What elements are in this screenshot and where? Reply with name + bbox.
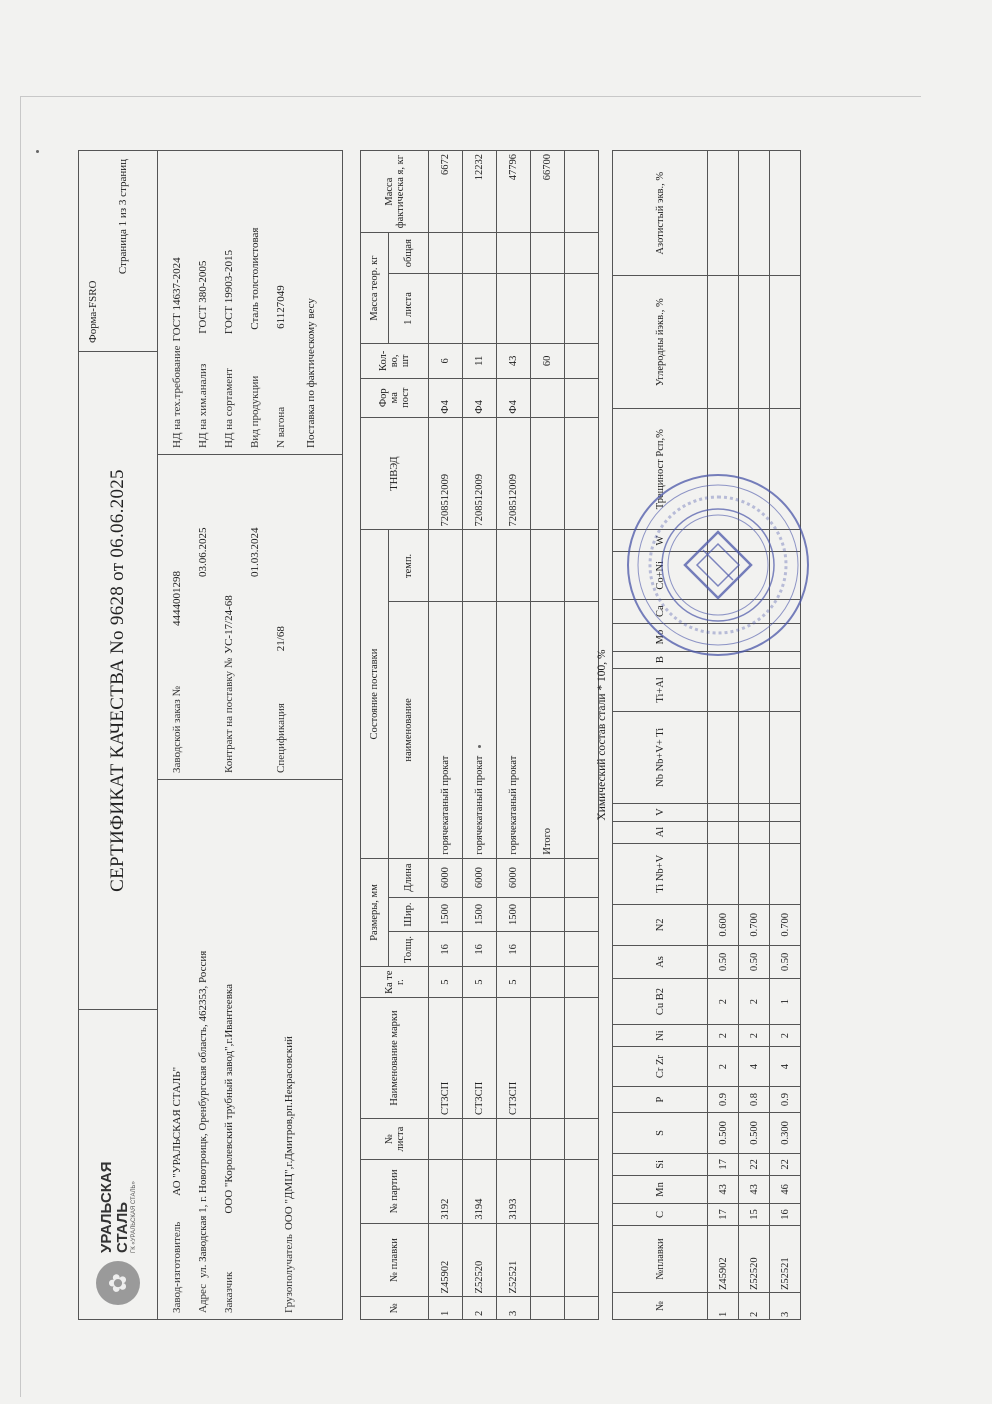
factory-order-date: 03.06.2025 (197, 527, 209, 577)
total-qty: 60 (531, 343, 565, 378)
chem-cell: 2 (739, 979, 770, 1025)
chem-cell: 2 (770, 1025, 801, 1047)
col-state-temp: темп. (389, 530, 429, 602)
chem-cell: 0.9 (708, 1087, 739, 1113)
chem-cell: 15 (739, 1203, 770, 1225)
logo-subtitle: ГК «УРАЛЬСКАЯ СТАЛЬ» (130, 1181, 137, 1253)
contract-date: 01.03.2024 (249, 527, 261, 577)
cell-batch: 3194 (463, 1160, 497, 1224)
chem-col-header: № (613, 1293, 708, 1320)
chem-col-header: Углеродны йэкв., % (613, 276, 708, 409)
cell-qty: 11 (463, 343, 497, 378)
chem-cell (708, 623, 739, 651)
cell-no: 2 (463, 1297, 497, 1320)
scan-speck (36, 150, 39, 153)
chem-cell: 1 (708, 1293, 739, 1320)
certificate-info (158, 150, 343, 1320)
logo-name (99, 1161, 131, 1253)
chem-cell: 4 (739, 1047, 770, 1087)
manufacturer-value: АО "УРАЛЬСКАЯ СТАЛЬ" (171, 1066, 183, 1196)
chem-cell: 0.600 (708, 904, 739, 945)
chem-cell: 3 (770, 1293, 801, 1320)
cell-grade: СТ3СП (463, 998, 497, 1119)
total-label: Итого (531, 602, 565, 858)
chem-cell (708, 651, 739, 668)
cell-state: горячекатаный прокат (463, 602, 497, 858)
col-length: Длина (389, 858, 429, 897)
chem-cell (708, 712, 739, 804)
chem-cell (770, 623, 801, 651)
factory-order-date-row (190, 461, 216, 773)
chem-col-header: As (613, 945, 708, 978)
chem-col-header: Mo (613, 623, 708, 651)
nd-tech-label: НД на тех.требование (171, 345, 183, 448)
table-row (497, 151, 531, 1320)
col-no: № (361, 1297, 429, 1320)
cell-length: 6000 (497, 858, 531, 897)
total-cell (531, 233, 565, 274)
blank-cell (565, 967, 599, 998)
company-logo (79, 1009, 157, 1319)
certificate-title: СЕРТИФИКАТ КАЧЕСТВА No 9628 от 06.06.2025 (79, 351, 157, 1009)
chem-cell (708, 843, 739, 904)
cell-batch: 3193 (497, 1160, 531, 1224)
cell-heat: Z52520 (463, 1223, 497, 1297)
customer-row (216, 786, 242, 1313)
cell-temp (463, 530, 497, 602)
total-cell (531, 274, 565, 344)
cell-temp (497, 530, 531, 602)
chem-cell: 2 (739, 1293, 770, 1320)
cell-thick: 16 (429, 932, 463, 967)
chem-cell (770, 276, 801, 409)
chem-cell (708, 151, 739, 276)
blank-cell (565, 998, 599, 1119)
col-mass-theor: Масса теор. кг (361, 233, 389, 344)
cell-category: 5 (429, 967, 463, 998)
col-form: Фор ма пост (361, 378, 429, 417)
total-cell (531, 378, 565, 417)
customer-value: ООО "Королевский трубный завод",г.Ивантеевка (223, 984, 235, 1214)
cell-state: горячекатаный прокат (497, 602, 531, 858)
cell-tnved: 7208512009 (463, 417, 497, 530)
wagon-row (268, 155, 294, 448)
col-mass-total: общая (389, 233, 429, 274)
chem-col-header: Nb Nb+V+ Ti (613, 712, 708, 804)
blank-row (565, 151, 599, 1320)
cell-form: Ф4 (429, 378, 463, 417)
chem-col-header: N2 (613, 904, 708, 945)
col-sizes: Размеры, мм (361, 858, 389, 967)
blank-cell (565, 897, 599, 932)
cell-sheet (429, 1119, 463, 1160)
contract-date-row (242, 461, 268, 773)
chem-col-header: S (613, 1112, 708, 1153)
col-grade: Наименование марки (361, 998, 429, 1119)
contract-label: Контракт на поставку № (223, 657, 235, 773)
blank-cell (565, 858, 599, 897)
col-thick: Толщ. (389, 932, 429, 967)
chem-cell (770, 712, 801, 804)
address-value: ул. Заводская 1, г. Новотроицк, Оренбургская область, 462353, Россия (197, 950, 209, 1278)
chem-cell: 0.500 (708, 1112, 739, 1153)
chem-col-header: Трещиност Рсп,% (613, 408, 708, 529)
chem-col-header: V (613, 803, 708, 821)
consignee-value: ООО "ДМЦ",г.Дмитров,рп.Некрасовский (283, 1036, 295, 1231)
col-mass-one: 1 листа (389, 274, 429, 344)
total-cell (531, 1223, 565, 1297)
consignee-label: Грузополучатель (283, 1234, 295, 1313)
product-row (242, 155, 268, 448)
col-tnved: ТНВЭД (361, 417, 429, 530)
chem-cell (770, 530, 801, 551)
cell-mass-one (497, 274, 531, 344)
flame-emblem-icon: ✿ (96, 1261, 140, 1305)
chem-cell (770, 651, 801, 668)
chem-cell (770, 668, 801, 711)
total-cell (531, 530, 565, 602)
chem-col-header: Co+Ni (613, 551, 708, 599)
manufacturer-label: Завод-изготовитель (171, 1221, 183, 1313)
chem-cell: 0.50 (770, 945, 801, 978)
chem-cell (770, 551, 801, 599)
chemistry-table (612, 150, 801, 1320)
cell-sheet (463, 1119, 497, 1160)
chem-col-header: Азотистый экв., % (613, 151, 708, 276)
blank-cell (565, 602, 599, 858)
cell-sheet (497, 1119, 531, 1160)
table-header-row (361, 151, 389, 1320)
total-cell (531, 1297, 565, 1320)
page-counter: Страница 1 из 3 страниц (117, 159, 129, 275)
chem-cell: 22 (739, 1153, 770, 1175)
spec-row (268, 461, 294, 773)
col-width: Шир. (389, 897, 429, 932)
nd-assort-value: ГОСТ 19903-2015 (223, 250, 235, 335)
chem-cell (770, 151, 801, 276)
chem-cell: 0.700 (739, 904, 770, 945)
chem-cell (770, 599, 801, 623)
wagon-label: N вагона (275, 406, 287, 448)
total-cell (531, 1119, 565, 1160)
chem-cell (708, 803, 739, 821)
chem-cell (708, 599, 739, 623)
blank-cell (565, 1160, 599, 1224)
total-cell (531, 897, 565, 932)
chem-cell (770, 843, 801, 904)
cell-length: 6000 (429, 858, 463, 897)
chem-cell (739, 551, 770, 599)
standards-info (158, 149, 343, 454)
col-qty: Кол- во, шт (361, 343, 429, 378)
chem-col-header: Ti+Al (613, 668, 708, 711)
factory-order-row (164, 461, 190, 773)
chem-cell: 2 (708, 1047, 739, 1087)
chem-cell (708, 530, 739, 551)
chem-cell (770, 821, 801, 843)
cell-form: Ф4 (463, 378, 497, 417)
col-category: Ка те г. (361, 967, 429, 998)
chem-cell: 4 (770, 1047, 801, 1087)
cell-state: горячекатаный прокат (429, 602, 463, 858)
chem-cell: 0.50 (708, 945, 739, 978)
delivery-note: Поставка по фактическому весу (305, 298, 317, 448)
cell-mass-one (463, 274, 497, 344)
cell-width: 1500 (497, 897, 531, 932)
chem-cell (770, 803, 801, 821)
col-state-name: наименование (389, 602, 429, 858)
blank-cell (565, 233, 599, 274)
contract-row (216, 461, 242, 773)
contract-value: УС-17/24-68 (223, 595, 235, 654)
cell-mass-total (429, 233, 463, 274)
cell-width: 1500 (463, 897, 497, 932)
nd-assort-row (216, 155, 242, 448)
chem-cell: 43 (708, 1175, 739, 1203)
col-state: Состояние поставки (361, 530, 389, 858)
spacer (242, 786, 276, 1313)
address-label: Адрес (197, 1283, 209, 1313)
chem-cell (739, 623, 770, 651)
chem-cell (739, 530, 770, 551)
factory-order-label: Заводской заказ № (171, 686, 183, 773)
chem-cell (739, 712, 770, 804)
chem-cell (739, 668, 770, 711)
logo-text (99, 1161, 137, 1253)
table-row (463, 151, 497, 1320)
cell-temp (429, 530, 463, 602)
cell-batch: 3192 (429, 1160, 463, 1224)
customer-label: Заказчик (223, 1271, 235, 1313)
chem-cell (739, 821, 770, 843)
cell-mass-total (463, 233, 497, 274)
chemistry-header-row (613, 151, 708, 1320)
chem-cell: 0.700 (770, 904, 801, 945)
chem-cell: 1 (770, 979, 801, 1025)
chem-row (708, 151, 739, 1320)
chem-cell (739, 151, 770, 276)
chem-col-header: Ti Nb+V (613, 843, 708, 904)
chem-cell: 17 (708, 1153, 739, 1175)
blank-cell (565, 1297, 599, 1320)
cell-thick: 16 (497, 932, 531, 967)
chem-cell (708, 408, 739, 529)
chem-col-header: C (613, 1203, 708, 1225)
cell-form: Ф4 (497, 378, 531, 417)
cell-mass-fact: 47796 (497, 151, 531, 233)
total-cell (531, 998, 565, 1119)
form-code: Форма-FSRO (87, 280, 99, 343)
spec-value: 21/68 (275, 626, 287, 652)
chem-cell: 2 (708, 979, 739, 1025)
chem-cell (708, 551, 739, 599)
blank-cell (565, 378, 599, 417)
blank-cell (565, 417, 599, 530)
cell-grade: СТ3СП (497, 998, 531, 1119)
consignee-row (276, 786, 302, 1313)
product-value: Сталь толстолистовая (249, 227, 261, 330)
col-sheet: № листа (361, 1119, 429, 1160)
nd-chem-value: ГОСТ 380-2005 (197, 260, 209, 334)
chem-cell (739, 599, 770, 623)
nd-assort-label: НД на сортамент (223, 368, 235, 448)
chem-col-header: W (613, 530, 708, 551)
chem-col-header: B (613, 651, 708, 668)
total-cell (531, 1160, 565, 1224)
chem-cell: Z45902 (708, 1226, 739, 1293)
factory-order-value: 4444001298 (171, 571, 183, 627)
cell-width: 1500 (429, 897, 463, 932)
chem-cell (739, 276, 770, 409)
chem-cell (739, 803, 770, 821)
chem-cell: Z52521 (770, 1226, 801, 1293)
table-row (429, 151, 463, 1320)
chem-col-header: Ni (613, 1025, 708, 1047)
cell-category: 5 (463, 967, 497, 998)
blank-cell (565, 1119, 599, 1160)
certificate-document (78, 150, 798, 1320)
chem-cell: Z52520 (739, 1226, 770, 1293)
manufacturer-row (164, 786, 190, 1313)
form-info (79, 151, 157, 351)
total-mass: 66700 (531, 151, 565, 233)
cell-no: 3 (497, 1297, 531, 1320)
chem-col-header: Cu B2 (613, 979, 708, 1025)
total-cell (531, 417, 565, 530)
chem-cell: 0.300 (770, 1112, 801, 1153)
total-cell (531, 967, 565, 998)
total-row (531, 151, 565, 1320)
chem-row (739, 151, 770, 1320)
blank-cell (565, 151, 599, 233)
chem-cell: 43 (739, 1175, 770, 1203)
cell-tnved: 7208512009 (429, 417, 463, 530)
chem-cell: 16 (770, 1203, 801, 1225)
chem-cell (739, 843, 770, 904)
chem-cell: 17 (708, 1203, 739, 1225)
blank-cell (565, 274, 599, 344)
chem-cell: 46 (770, 1175, 801, 1203)
party-info (158, 779, 343, 1319)
total-cell (531, 932, 565, 967)
chem-cell: 2 (739, 1025, 770, 1047)
cell-mass-fact: 6672 (429, 151, 463, 233)
chem-col-header: Cr Zr (613, 1047, 708, 1087)
total-cell (531, 858, 565, 897)
logo-name-line1: УРАЛЬСКАЯ (98, 1161, 116, 1253)
cell-mass-fact: 12232 (463, 151, 497, 233)
cell-heat: Z45902 (429, 1223, 463, 1297)
col-batch: № партии (361, 1160, 429, 1224)
cell-qty: 6 (429, 343, 463, 378)
chem-row (770, 151, 801, 1320)
chem-cell (708, 821, 739, 843)
cell-no: 1 (429, 1297, 463, 1320)
wagon-value: 61127049 (275, 285, 287, 329)
product-table (360, 150, 599, 1320)
nd-tech-value: ГОСТ 14637-2024 (171, 257, 183, 342)
cell-grade: СТ3СП (429, 998, 463, 1119)
chem-cell (708, 276, 739, 409)
blank-cell (565, 932, 599, 967)
cell-length: 6000 (463, 858, 497, 897)
cell-heat: Z52521 (497, 1223, 531, 1297)
chem-cell (739, 408, 770, 529)
chem-cell: 22 (770, 1153, 801, 1175)
chem-col-header: Si (613, 1153, 708, 1175)
chem-col-header: №плавки (613, 1226, 708, 1293)
cell-mass-one (429, 274, 463, 344)
address-row (190, 786, 216, 1313)
chem-cell: 0.500 (739, 1112, 770, 1153)
blank-cell (565, 530, 599, 602)
chem-cell (739, 651, 770, 668)
cell-qty: 43 (497, 343, 531, 378)
chem-cell (770, 408, 801, 529)
chem-cell: 0.9 (770, 1087, 801, 1113)
chem-col-header: Ca (613, 599, 708, 623)
order-info (158, 454, 343, 779)
col-mass-fact: Масса фактическа я, кг (361, 151, 429, 233)
certificate-header (78, 150, 158, 1320)
nd-chem-label: НД на хим.анализ (197, 363, 209, 448)
cell-category: 5 (497, 967, 531, 998)
chem-col-header: Mn (613, 1175, 708, 1203)
chem-cell: 0.50 (739, 945, 770, 978)
product-label: Вид продукции (249, 375, 261, 448)
nd-tech-row (164, 155, 190, 448)
blank-cell (565, 1223, 599, 1297)
chem-cell: 2 (708, 1025, 739, 1047)
cell-mass-total (497, 233, 531, 274)
chemistry-title: Химический состав стали * 100, % (596, 649, 608, 821)
cell-tnved: 7208512009 (497, 417, 531, 530)
logo-name-line2: СТАЛЬ (113, 1202, 131, 1253)
cell-thick: 16 (463, 932, 497, 967)
nd-chem-row (190, 155, 216, 448)
chem-col-header: P (613, 1087, 708, 1113)
col-heat: № плавки (361, 1223, 429, 1297)
blank-cell (565, 343, 599, 378)
chem-cell: 0.8 (739, 1087, 770, 1113)
chem-cell (708, 668, 739, 711)
chem-col-header: Al (613, 821, 708, 843)
spec-label: Спецификация (275, 703, 287, 773)
